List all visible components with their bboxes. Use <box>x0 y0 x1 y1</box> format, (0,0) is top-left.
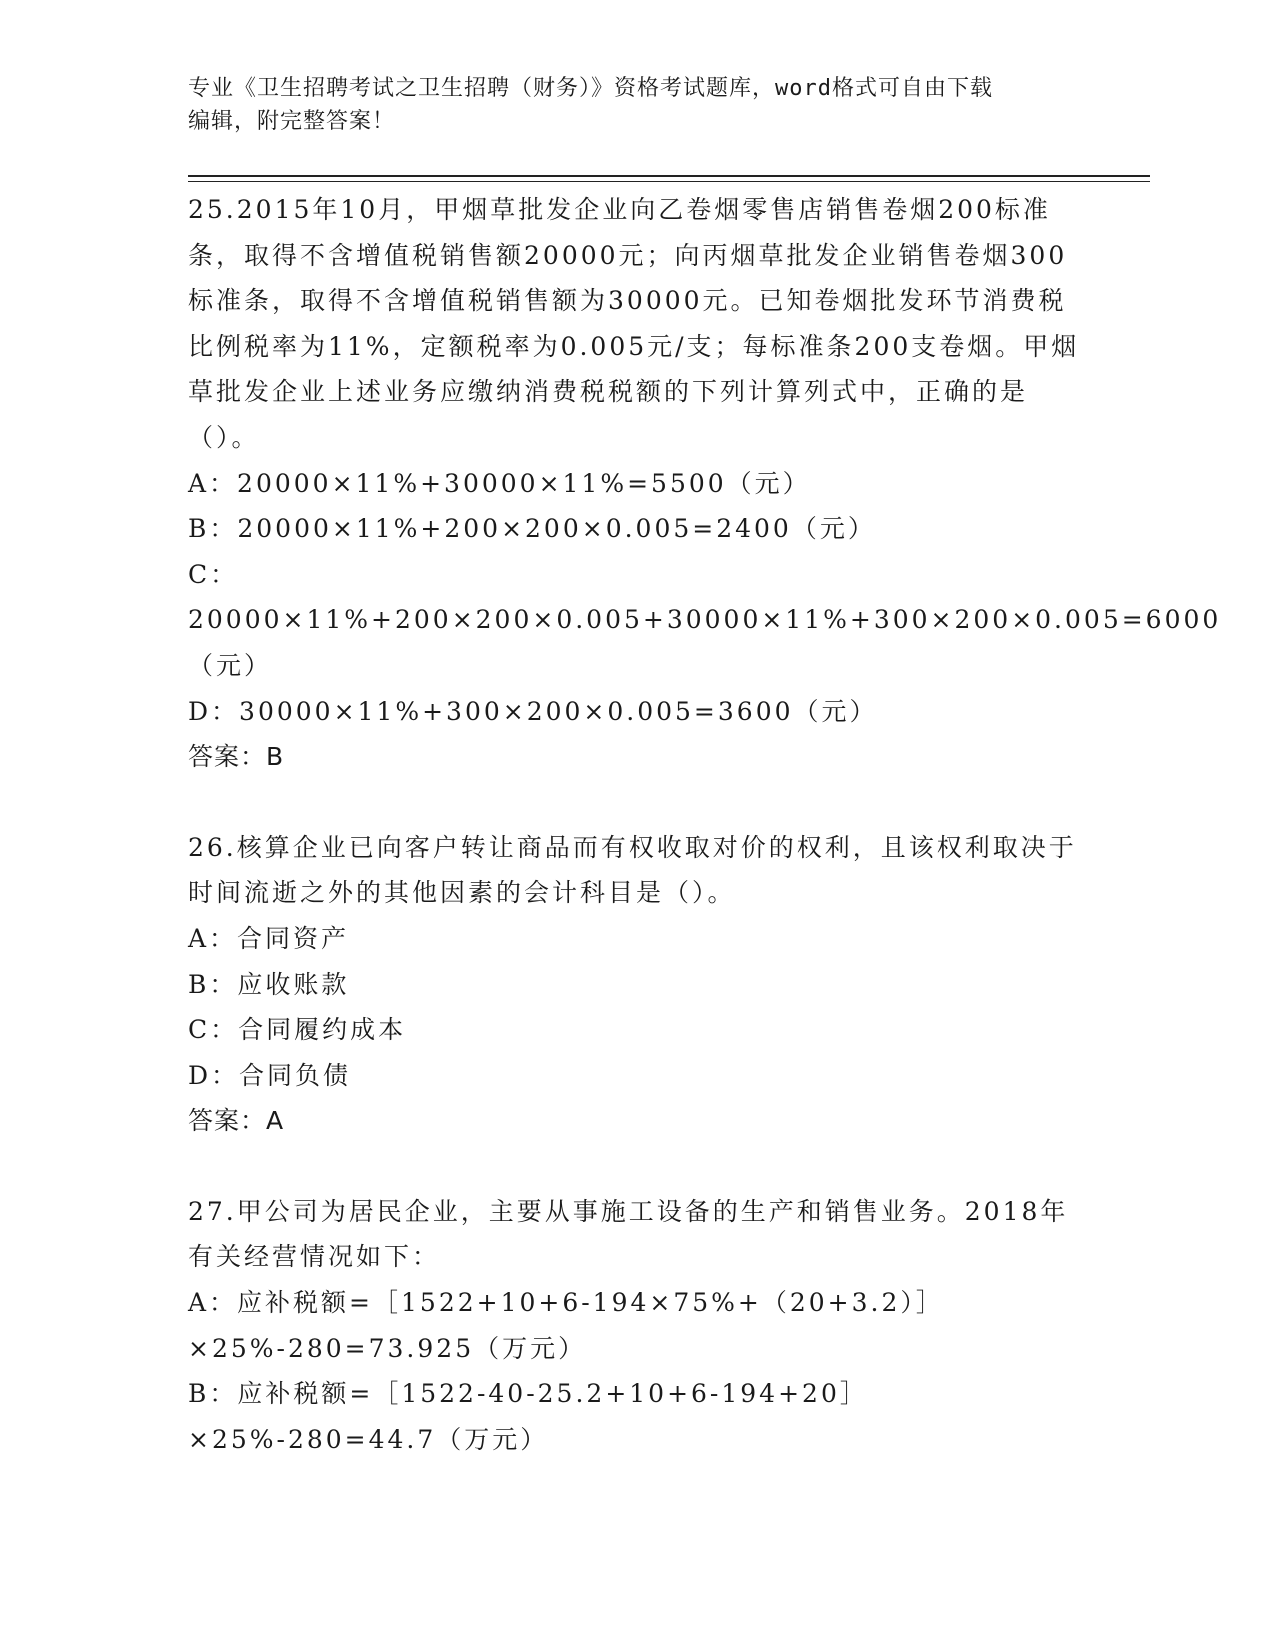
option-a: A：应补税额=［1522+10+6-194×75%+（20+3.2）］×25%-280=73.925（万元） <box>188 1288 944 1363</box>
question-text: 26.核算企业已向客户转让商品而有权收取对价的权利，且该权利取决于时间流逝之外的其他因素的会计科目是（）。 <box>188 832 1077 908</box>
question-text: 27.甲公司为居民企业，主要从事施工设备的生产和销售业务。2018年有关经营情况如下： <box>188 1196 1069 1272</box>
question-26 <box>188 825 1088 1144</box>
option-b: B：应补税额=［1522-40-25.2+10+6-194+20］×25%-280=44.7（万元） <box>188 1379 868 1454</box>
question-25 <box>188 187 1222 780</box>
page-header <box>188 72 1088 138</box>
answer-label: 答案：B <box>188 742 285 772</box>
question-27 <box>188 1189 1088 1463</box>
option-a: A：合同资产 <box>188 923 350 953</box>
header-line-2: 编辑，附完整答案！ <box>188 109 396 134</box>
question-list <box>188 187 1222 1507</box>
answer-label: 答案：A <box>188 1106 285 1136</box>
option-b: B：20000×11%+200×200×0.005=2400（元） <box>188 514 876 544</box>
option-c: C：20000×11%+200×200×0.005+30000×11%+300×200×0.005=6000（元） <box>188 559 1222 680</box>
header-divider-thin <box>188 181 1150 182</box>
option-d: D：合同负债 <box>188 1060 352 1090</box>
header-divider-thick <box>188 175 1150 177</box>
option-b: B：应收账款 <box>188 969 350 999</box>
option-a: A：20000×11%+30000×11%=5500（元） <box>188 468 811 498</box>
header-line-1: 专业《卫生招聘考试之卫生招聘（财务）》资格考试题库，word格式可自由下载 <box>188 76 993 101</box>
option-c: C：合同履约成本 <box>188 1015 407 1045</box>
question-text: 25.2015年10月，甲烟草批发企业向乙卷烟零售店销售卷烟200标准条，取得不含增值税销售额20000元；向丙烟草批发企业销售卷烟300标准条，取得不含增值税销售额为30000元。已知卷烟批发环节消费税比例税率为11%，定额税率为0.005元/支；每标准条200支卷烟。甲烟草批发企业上述业务应缴纳消费税税额的下列计算列式中，正确的是（）。 <box>188 195 1080 452</box>
option-d: D：30000×11%+300×200×0.005=3600（元） <box>188 696 878 726</box>
